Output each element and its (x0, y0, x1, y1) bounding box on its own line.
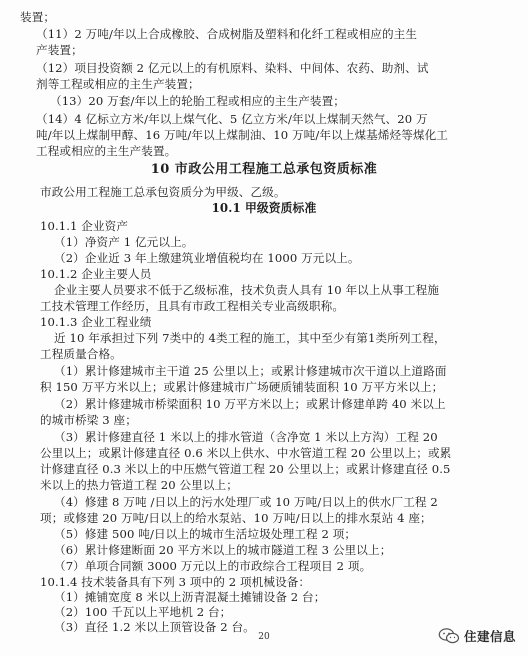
text-line: （1）摊铺宽度 8 米以上沥青混凝土摊铺设备 2 台； (54, 590, 326, 604)
text-line: 项；或修建 20 万吨/日以上的给水泵站、10 万吨/日以上的排水泵站 4 座； (40, 511, 432, 525)
text-line: 剂等工程或相应的主生产装置； (36, 77, 200, 91)
text-line: （11）2 万吨/年以上合成橡胶、合成树脂及塑料和化纤工程或相应的主生 (36, 27, 418, 41)
text-line: 10.1.3 企业工程业绩 (40, 315, 152, 329)
watermark-text: 住建信息 (463, 629, 516, 644)
section-title: 10 市政公用工程施工总承包资质标准 (150, 162, 378, 177)
watermark (438, 625, 516, 647)
text-line: （14）4 亿标立方米/年以上煤气化、5 亿立方米/年以上煤制天然气、20 万 (36, 112, 428, 126)
text-line: （7）单项合同额 3000 万元以上的市政综合工程项目 2 项。 (54, 559, 372, 573)
text-line: 市政公用工程施工总承包资质分为甲级、乙级。 (40, 185, 286, 199)
text-line: 装置； (20, 10, 56, 24)
text-line: （1）净资产 1 亿元以上。 (54, 235, 194, 249)
text-line: （4）修建 8 万吨 /日以上的污水处理厂或 10 万吨/日以上的供水厂工程 2 (54, 495, 438, 509)
subsection-title: 10.1 甲级资质标准 (211, 201, 317, 215)
text-line: （1）累计修建城市主干道 25 公里以上；或累计修建城市次干道以上道路面 (54, 364, 447, 378)
text-line: 公里以上；或累计修建直径 0.6 米以上供水、中水管道工程 20 公里以上；或累 (40, 446, 452, 460)
text-line: （2）累计修建城市桥梁面积 10 万平方米以上；或累计修建单跨 40 米以上 (54, 397, 446, 411)
text-line: （5）修建 500 吨/日以上的城市生活垃圾处理工程 2 项； (54, 527, 357, 541)
text-line: 10.1.2 企业主要人员 (40, 267, 152, 281)
page-number: 20 (258, 632, 270, 642)
text-line: 企业主要人员要求不低于乙级标准，技术负责人具有 10 年以上从事工程施 (54, 283, 440, 297)
text-line: （2）100 千瓦以上平地机 2 台； (54, 605, 232, 619)
text-line: （12）项目投资额 2 亿元以上的有机原料、染料、中间体、农药、助剂、试 (36, 61, 429, 75)
text-line: 米以上的热力管道工程 20 公里以上； (40, 478, 238, 492)
text-line: 工技术管理工作经历，且具有市政工程相关专业高级职称。 (40, 299, 345, 313)
text-line: 10.1.1 企业资产 (40, 219, 129, 233)
text-line: 工程或相应的主生产装置。 (36, 144, 177, 158)
text-line: 计修建直径 0.3 米以上的中压燃气管道工程 20 公里以上；或累计修建直径 0.5 (40, 462, 451, 476)
text-line: （2）企业近 3 年上缴建筑业增值税均在 1000 万元以上。 (54, 251, 360, 265)
text-line: 的城市桥梁 3 座； (40, 413, 137, 427)
text-line: （6）累计修建断面 20 平方米以上的城市隧道工程 3 公里以上； (54, 543, 392, 557)
text-line: 积 150 万平方米以上；或累计修建城市广场硬质铺装面积 10 万平方米以上； (40, 380, 444, 394)
text-line: 工程质量合格。 (40, 347, 122, 361)
text-line: 产装置； (36, 43, 83, 57)
text-line: 近 10 年承担过下列 7类中的 4类工程的施工，其中至少有第1类所列工程， (54, 331, 446, 345)
text-line: 吨/年以上煤制甲醇、16 万吨/年以上煤制油、10 万吨/年以上煤基烯烃等煤化工 (36, 128, 449, 142)
wechat-icon (438, 628, 460, 644)
text-line: 10.1.4 技术装备具有下列 3 项中的 2 项机械设备： (40, 575, 311, 589)
text-line: （13）20 万套/年以上的轮胎工程或相应的主生产装置； (50, 94, 345, 108)
text-line: （3）直径 1.2 米以上顶管设备 2 台。 (54, 620, 255, 634)
text-line: （3）累计修建直径 1 米以上的排水管道（含净宽 1 米以上方沟）工程 20 (54, 430, 438, 444)
